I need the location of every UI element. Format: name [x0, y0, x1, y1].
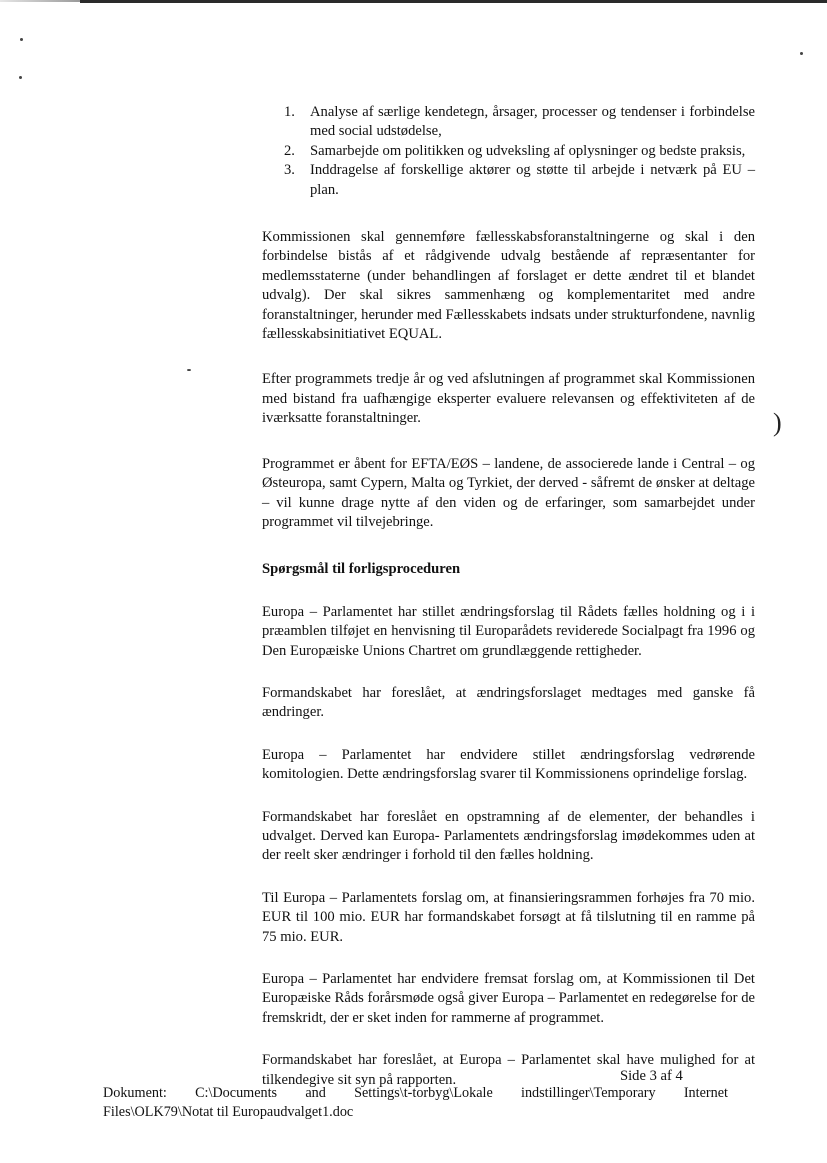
list-text: Analyse af særlige kendetegn, årsager, processer og tendenser i forbindelse med social udstødelse,: [310, 104, 755, 140]
footer-path-part: Settings\t-torbyg\Lokale: [354, 1085, 493, 1101]
footer-path-part: and: [305, 1085, 326, 1101]
footer-label: Dokument:: [103, 1085, 167, 1101]
list-number: 3.: [284, 162, 295, 179]
document-body: [262, 103, 755, 1090]
paragraph-financial-framework: Til Europa – Parlamentets forslag om, at finansieringsrammen forhøjes fra 70 mio. EUR til 100 mio. EUR har formandskabet forsøgt at få tilslutning til en ramme på 75 mio. EUR.: [262, 889, 755, 945]
numbered-list: [262, 103, 755, 200]
scan-speck: [187, 369, 191, 371]
paragraph-presidency-proposal-3: Formandskabet har foreslået, at Europa – Parlamentet skal have mulighed for at tilkendegive sit syn på rapporten.: [262, 1052, 755, 1088]
list-number: 2.: [284, 142, 295, 159]
list-item: [262, 142, 755, 161]
paragraph-participation: Programmet er åbent for EFTA/EØS – landene, de associerede lande i Central – og Østeuropa, samt Cypern, Malta og Tyrkiet, der derved - såfremt de ønsker at deltage – vil kunne drage nytte af den viden og de erfaringer, som samarbejdet under programmet vil tilvejebringe.: [262, 455, 755, 530]
footer-path-part: indstillinger\Temporary: [521, 1085, 656, 1101]
paragraph-comitology: Europa – Parlamentet har endvidere stillet ændringsforslag vedrørende komitologien. Dette ændringsforslag svarer til Kommissionens oprindelige forslag.: [262, 746, 755, 783]
footer-path-line: [103, 1084, 728, 1103]
paragraph-committee: Kommissionen skal gennemføre fællesskabsforanstaltningerne og skal i den forbindelse bistås af et rådgivende udvalg bestående af repræsentanter for medlemsstaterne (under behandlingen af forslaget er dette ændret til et blandet udvalg). Der skal sikres sammenhæng og komplementaritet med andre foranstaltninger, herunder med Fællesskabets indsats under strukturfondene, navnlig fællesskabsinitiativet EQUAL.: [262, 229, 755, 343]
list-text: Inddragelse af forskellige aktører og støtte til arbejde i netværk på EU – plan.: [310, 162, 755, 198]
scan-speck: [800, 52, 803, 55]
list-number: 1.: [284, 104, 295, 120]
paragraph-preamble-amendment: Europa – Parlamentet har stillet ændringsforslag til Rådets fælles holdning og i i præamblen tilføjet en henvisning til Europarådets reviderede Socialpagt fra 1996 og Den Europæiske Unions Chartret om grundlæggende rettigheder.: [262, 603, 755, 659]
paragraph-spring-council: Europa – Parlamentet har endvidere fremsat forslag om, at Kommissionen til Det Europæiske Råds forårsmøde også giver Europa – Parlamentet en redegørelse for de fremskridt, der er sket inden for rammerne af programmet.: [262, 971, 755, 1026]
scan-top-edge: [0, 0, 80, 2]
paragraph-evaluation: Efter programmets tredje år og ved afslutningen af programmet skal Kommissionen med bistand fra uafhængige eksperter evaluere relevansen og effektiviteten af de iværksatte foranstaltninger.: [262, 371, 755, 427]
list-item: [262, 103, 755, 142]
page-number: Side 3 af 4: [620, 1068, 683, 1084]
footer-path-line-2: Files\OLK79\Notat til Europaudvalget1.doc: [103, 1104, 354, 1120]
section-heading: Spørgsmål til forligsproceduren: [262, 561, 461, 578]
scan-top-rule: [80, 0, 827, 3]
scan-speck: [20, 38, 23, 41]
paragraph-presidency-proposal-1: Formandskabet har foreslået, at ændringsforslaget medtages med ganske få ændringer.: [262, 684, 755, 721]
list-text: Samarbejde om politikken og udveksling af oplysninger og bedste praksis,: [310, 142, 746, 159]
list-item: [262, 161, 755, 200]
margin-parenthesis-mark: ): [773, 408, 782, 437]
footer-path-part: C:\Documents: [195, 1085, 278, 1101]
paragraph-presidency-proposal-2: Formandskabet har foreslået en opstramning af de elementer, der behandles i udvalget. Derved kan Europa- Parlamentets ændringsforslag imødekommes uden at der reelt sker ændringer i forhold til den fælles holdning.: [262, 808, 755, 864]
scan-speck: [19, 76, 22, 79]
footer-path-part: Internet: [683, 1085, 728, 1101]
document-footer: [103, 1084, 728, 1122]
